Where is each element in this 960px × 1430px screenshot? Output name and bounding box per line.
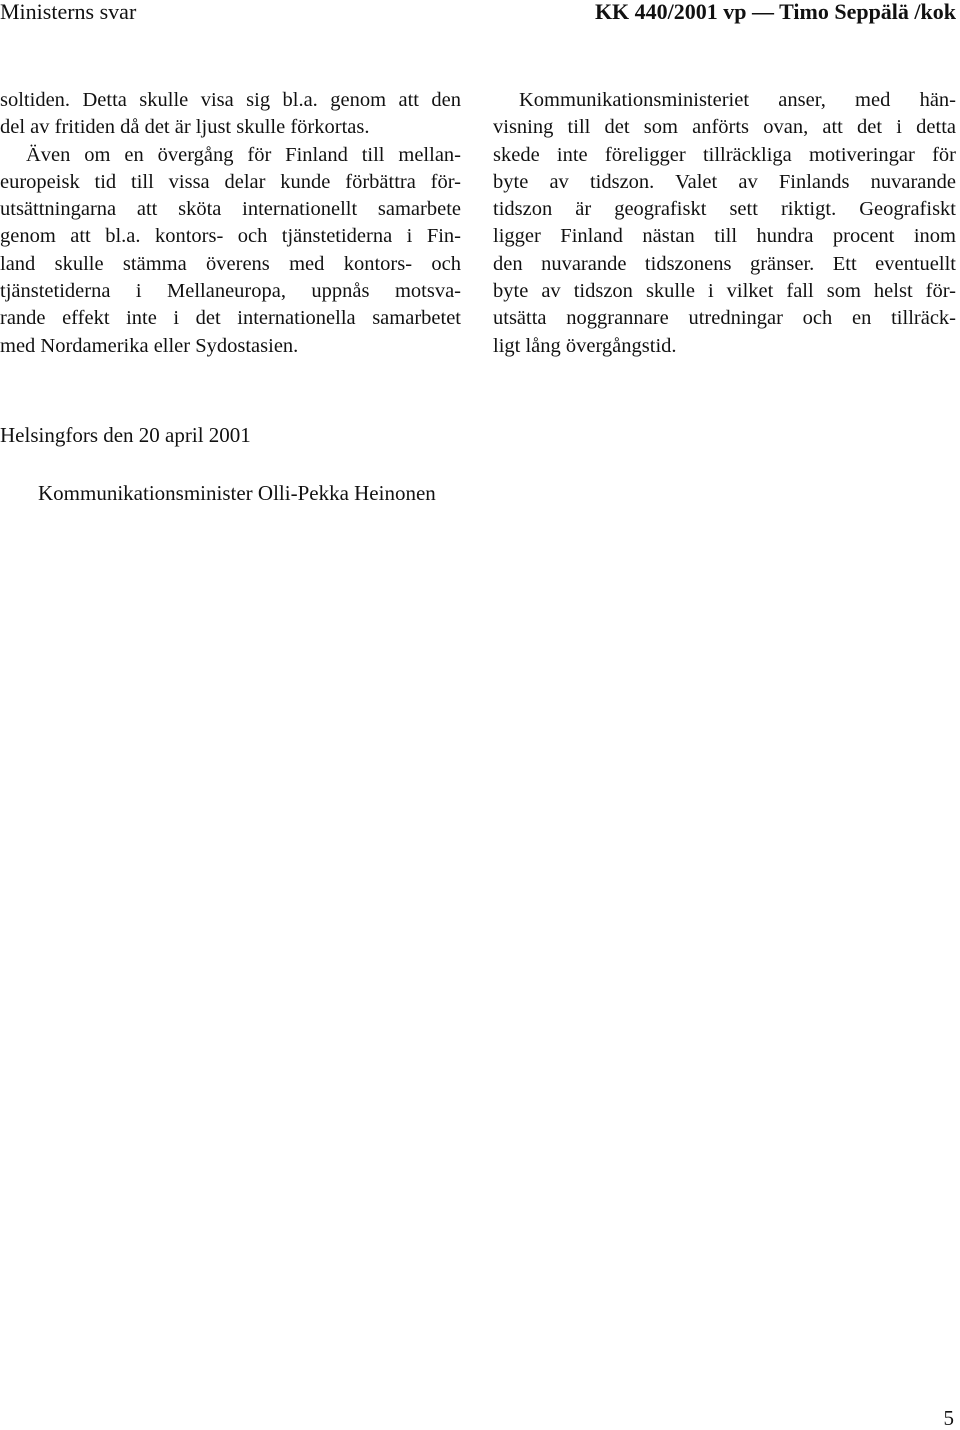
- text-line: visning till det som anförts ovan, att det i detta: [493, 116, 956, 139]
- text-line: del av fritiden då det är ljust skulle förkortas.: [0, 116, 370, 139]
- text-line: utsätta noggrannare utredningar och en tillräck-: [493, 307, 956, 330]
- text-line: byte av tidszon skulle i vilket fall som helst för-: [493, 280, 956, 303]
- running-header-document-id: KK 440/2001 vp — Timo Seppälä /kok: [594, 0, 956, 24]
- place-and-date: Helsingfors den 20 april 2001: [0, 423, 251, 447]
- running-header-section: Ministerns svar: [0, 0, 137, 24]
- text-line: genom att bl.a. kontors- och tjänstetiderna i Fin-: [0, 225, 461, 248]
- text-line: soltiden. Detta skulle visa sig bl.a. genom att den: [0, 89, 461, 111]
- text-line: europeisk tid till vissa delar kunde förbättra för-: [0, 170, 461, 193]
- text-line: Även om en övergång för Finland till mellan-: [26, 143, 461, 166]
- text-line: Kommunikationsministeriet anser, med hän-: [519, 89, 956, 111]
- text-line: land skulle stämma överens med kontors- och: [0, 252, 461, 275]
- text-line: den nuvarande tidszonens gränser. Ett eventuellt: [493, 252, 956, 275]
- text-line: tjänstetiderna i Mellaneuropa, uppnås motsva-: [0, 280, 461, 303]
- text-line: utsättningarna att sköta internationellt samarbete: [0, 198, 461, 221]
- signature-line: Kommunikationsminister Olli-Pekka Heinonen: [38, 481, 436, 505]
- text-line: byte av tidszon. Valet av Finlands nuvarande: [493, 170, 956, 193]
- text-line: ligger Finland nästan till hundra procent inom: [493, 225, 956, 248]
- text-line: rande effekt inte i det internationella samarbetet: [0, 307, 461, 330]
- right-text-column: [493, 87, 956, 360]
- left-text-column: [0, 87, 461, 360]
- text-line: med Nordamerika eller Sydostasien.: [0, 334, 299, 357]
- text-line: ligt lång övergångstid.: [493, 334, 677, 357]
- page-number: 5: [943, 1406, 954, 1430]
- text-line: tidszon är geografiskt sett riktigt. Geografiskt: [493, 198, 956, 221]
- text-line: skede inte föreligger tillräckliga motiveringar för: [493, 143, 956, 166]
